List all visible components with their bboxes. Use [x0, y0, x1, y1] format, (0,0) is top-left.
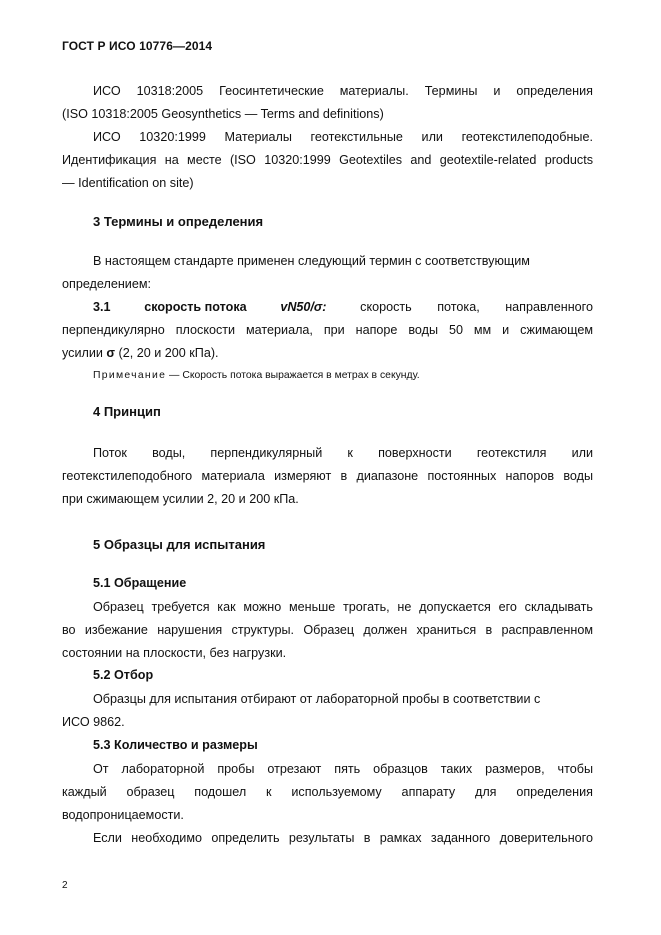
term-3-1-line-3: [62, 345, 593, 361]
section-4-line-1: Поток воды, перпендикулярный к поверхности геотекстиля или: [93, 446, 593, 460]
section-5-1-heading: 5.1 Обращение: [93, 576, 187, 590]
section-5-1-line-2: во избежание нарушения структуры. Образец должен храниться в расправленном: [62, 623, 593, 637]
term-definition-start: скорость потока, направленного: [360, 300, 593, 314]
reference-1-line-2: (ISO 10318:2005 Geosynthetics — Terms and definitions): [62, 107, 384, 121]
section-5-2-line-2: ИСО 9862.: [62, 715, 125, 729]
section-5-3-line-3: водопроницаемости.: [62, 808, 184, 822]
section-5-3-line-4: Если необходимо определить результаты в рамках заданного доверительного: [93, 831, 593, 845]
term-symbol: vN50/σ:: [280, 300, 327, 314]
section-3-heading: 3 Термины и определения: [93, 214, 264, 229]
term-3-1-line-2: перпендикулярно плоскости материала, при напоре воды 50 мм и сжимающем: [62, 323, 593, 337]
section-3-intro-line-1: В настоящем стандарте применен следующий термин с соответствующим: [93, 254, 530, 268]
term-name: скорость потока: [144, 300, 247, 314]
sigma-symbol: σ: [106, 346, 116, 360]
section-5-2-line-1: Образцы для испытания отбирают от лабораторной пробы в соответствии с: [93, 692, 541, 706]
note-label: Примечание: [93, 370, 167, 381]
section-5-1-line-3: состоянии на плоскости, без нагрузки.: [62, 646, 287, 660]
section-5-3-line-2: каждый образец подошел к используемому аппарату для определения: [62, 785, 593, 799]
section-4-heading: 4 Принцип: [93, 404, 161, 419]
term-note: [93, 370, 420, 381]
reference-2-line-2: Идентификация на месте (ISO 10320:1999 Geotextiles and geotextile-related products: [62, 153, 593, 167]
section-5-3-line-1: От лабораторной пробы отрезают пять образцов таких размеров, чтобы: [93, 762, 593, 776]
section-3-intro-line-2: определением:: [62, 277, 151, 291]
section-5-heading: 5 Образцы для испытания: [93, 537, 266, 552]
reference-2-line-1: ИСО 10320:1999 Материалы геотекстильные или геотекстилеподобные.: [93, 130, 593, 144]
page-number: 2: [62, 880, 68, 891]
reference-1-line-1: ИСО 10318:2005 Геосинтетические материалы. Термины и определения: [93, 84, 593, 98]
section-5-1-line-1: Образец требуется как можно меньше трогать, не допускается его складывать: [93, 600, 593, 614]
term-def-values: (2, 20 и 200 кПа).: [118, 346, 219, 360]
section-4-line-3: при сжимающем усилии 2, 20 и 200 кПа.: [62, 492, 299, 506]
note-text: — Скорость потока выражается в метрах в секунду.: [166, 370, 420, 381]
document-code-header: ГОСТ Р ИСО 10776—2014: [62, 39, 213, 53]
reference-2-line-3: — Identification on site): [62, 176, 194, 190]
term-3-1-line-1: [93, 299, 593, 315]
term-number: 3.1: [93, 300, 111, 314]
section-5-3-heading: 5.3 Количество и размеры: [93, 738, 258, 752]
section-5-2-heading: 5.2 Отбор: [93, 668, 154, 682]
section-4-line-2: геотекстилеподобного материала измеряют в диапазоне постоянных напоров воды: [62, 469, 593, 483]
term-def-usilii: усилии: [62, 346, 103, 360]
